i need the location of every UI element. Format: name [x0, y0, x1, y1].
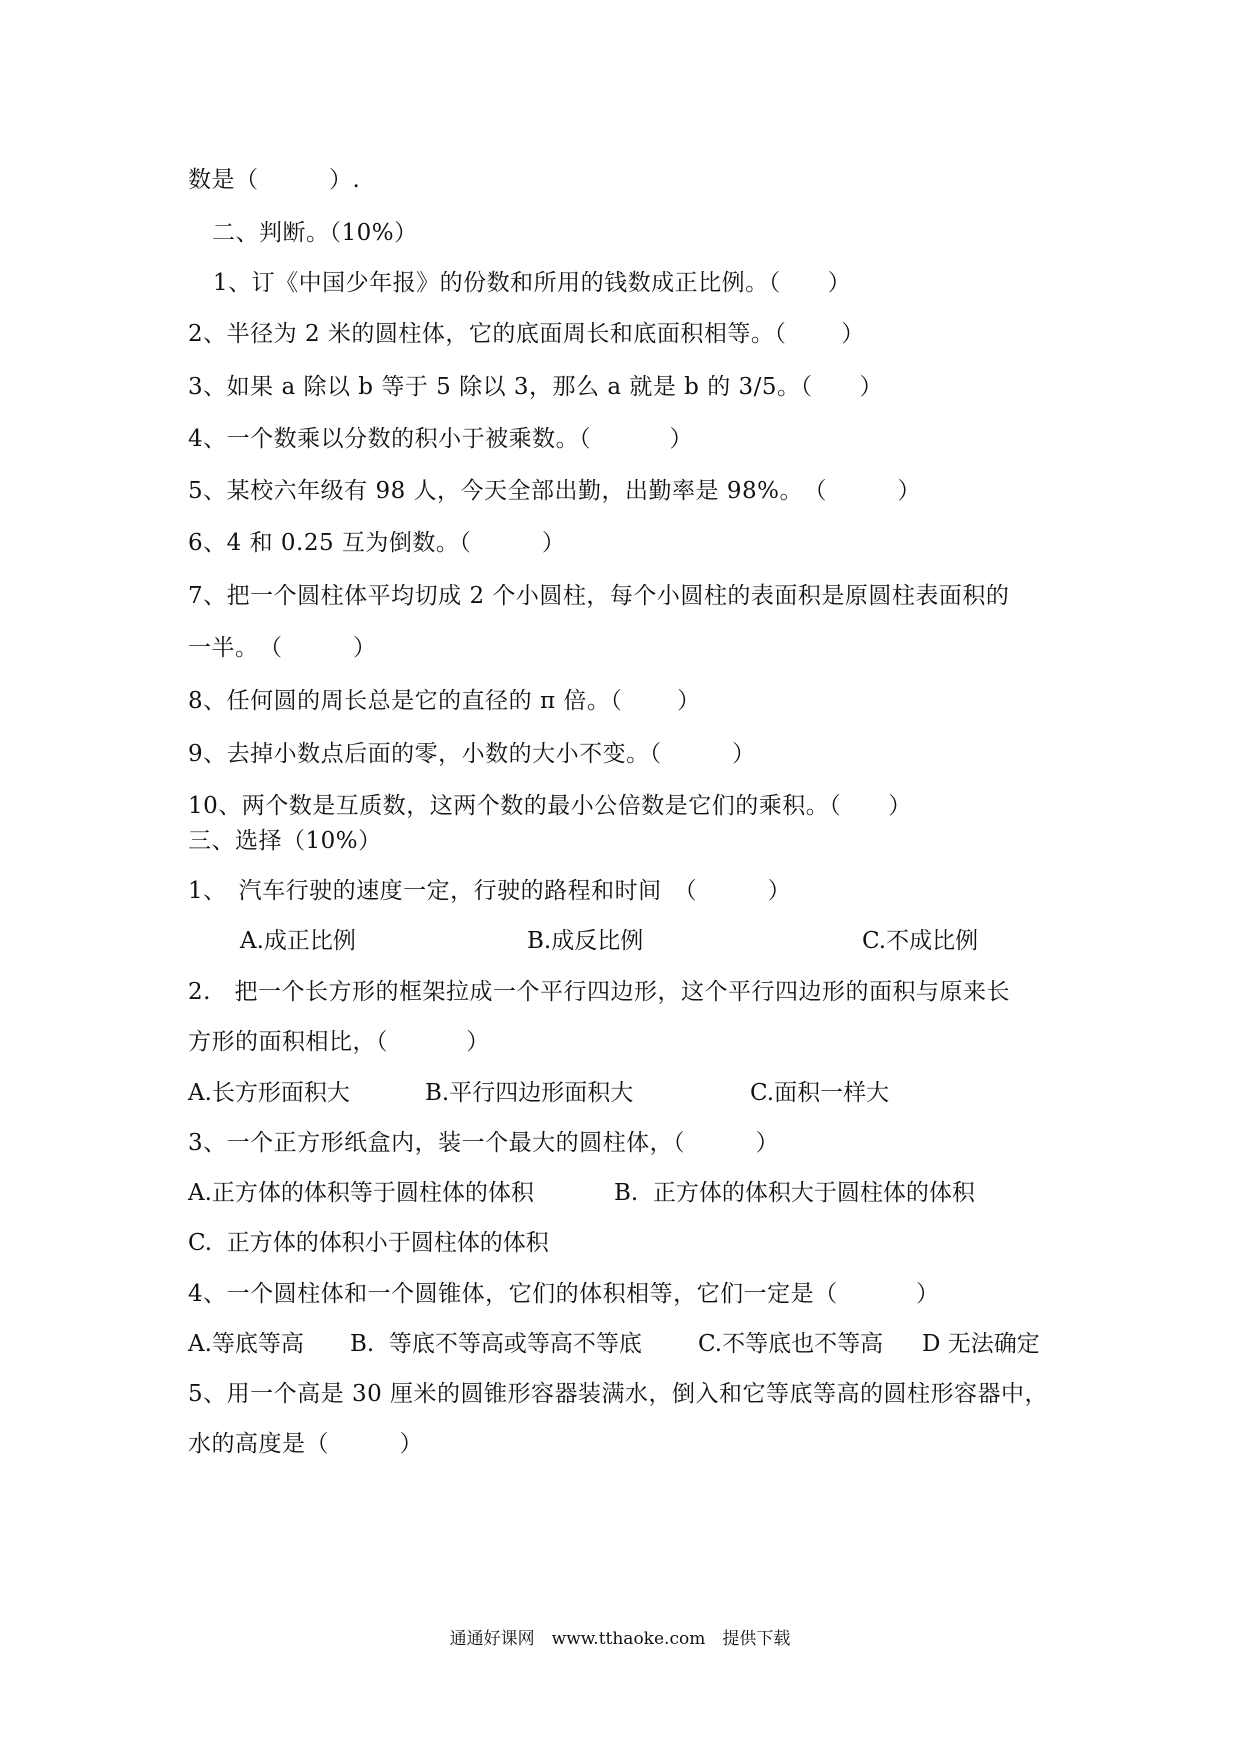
judgment-item-2: 2、半径为 2 米的圆柱体，它的底面周长和底面积相等。（ ） [188, 321, 865, 347]
choice-item-4: 4、一个圆柱体和一个圆锥体，它们的体积相等，它们一定是（ ） [188, 1281, 940, 1307]
choice-4-option-c: C.不等底也不等高 [698, 1331, 884, 1357]
choice-1-option-c: C.不成比例 [862, 928, 979, 954]
choice-item-2-line-1: 2. 把一个长方形的框架拉成一个平行四边形，这个平行四边形的面积与原来长 [188, 979, 1010, 1005]
choice-3-option-b: B. 正方体的体积大于圆柱体的体积 [614, 1180, 975, 1206]
choice-item-5-line-2: 水的高度是（ ） [188, 1431, 423, 1457]
section-heading-judgment: 二、判断。（10%） [212, 220, 418, 246]
choice-4-option-a: A.等底等高 [188, 1331, 304, 1357]
choice-3-option-a: A.正方体的体积等于圆柱体的体积 [188, 1180, 534, 1206]
choice-item-1: 1、 汽车行驶的速度一定，行驶的路程和时间 （ ） [188, 878, 792, 904]
judgment-item-5: 5、某校六年级有 98 人，今天全部出勤，出勤率是 98%。 （ ） [188, 478, 921, 504]
choice-2-option-a: A.长方形面积大 [188, 1080, 350, 1106]
judgment-item-10: 10、两个数是互质数，这两个数的最小公倍数是它们的乘积。（ ） [188, 793, 912, 819]
judgment-item-3: 3、如果 a 除以 b 等于 5 除以 3，那么 a 就是 b 的 3/5。（ ） [188, 374, 884, 400]
choice-2-option-c: C.面积一样大 [750, 1080, 890, 1106]
choice-item-5-line-1: 5、用一个高是 30 厘米的圆锥形容器装满水，倒入和它等底等高的圆柱形容器中， [188, 1381, 1049, 1407]
judgment-item-1: 1、订《中国少年报》的份数和所用的钱数成正比例。（ ） [213, 270, 852, 296]
choice-item-3: 3、一个正方形纸盒内，装一个最大的圆柱体，（ ） [188, 1130, 780, 1156]
choice-4-option-d: D 无法确定 [922, 1331, 1040, 1357]
judgment-item-7-line-2: 一半。 （ ） [188, 635, 377, 661]
judgment-item-9: 9、去掉小数点后面的零，小数的大小不变。（ ） [188, 741, 756, 767]
page-footer: 通通好课网 www.tthaoke.com 提供下载 [449, 1629, 791, 1649]
choice-3-option-c: C. 正方体的体积小于圆柱体的体积 [188, 1230, 549, 1256]
judgment-item-6: 6、4 和 0.25 互为倒数。（ ） [188, 530, 566, 556]
choice-1-option-b: B.成反比例 [527, 928, 644, 954]
choice-item-2-line-2: 方形的面积相比，（ ） [188, 1029, 490, 1055]
choice-2-option-b: B.平行四边形面积大 [425, 1080, 634, 1106]
choice-4-option-b: B. 等底不等高或等高不等底 [350, 1331, 642, 1357]
judgment-item-7-line-1: 7、把一个圆柱体平均切成 2 个小圆柱，每个小圆柱的表面积是原圆柱表面积的 [188, 583, 1010, 609]
choice-1-option-a: A.成正比例 [240, 928, 356, 954]
continued-question-line: 数是（ ）. [188, 167, 361, 193]
section-heading-choice: 三、选择（10%） [188, 828, 382, 854]
judgment-item-8: 8、任何圆的周长总是它的直径的 π 倍。（ ） [188, 688, 701, 714]
judgment-item-4: 4、一个数乘以分数的积小于被乘数。（ ） [188, 426, 693, 452]
